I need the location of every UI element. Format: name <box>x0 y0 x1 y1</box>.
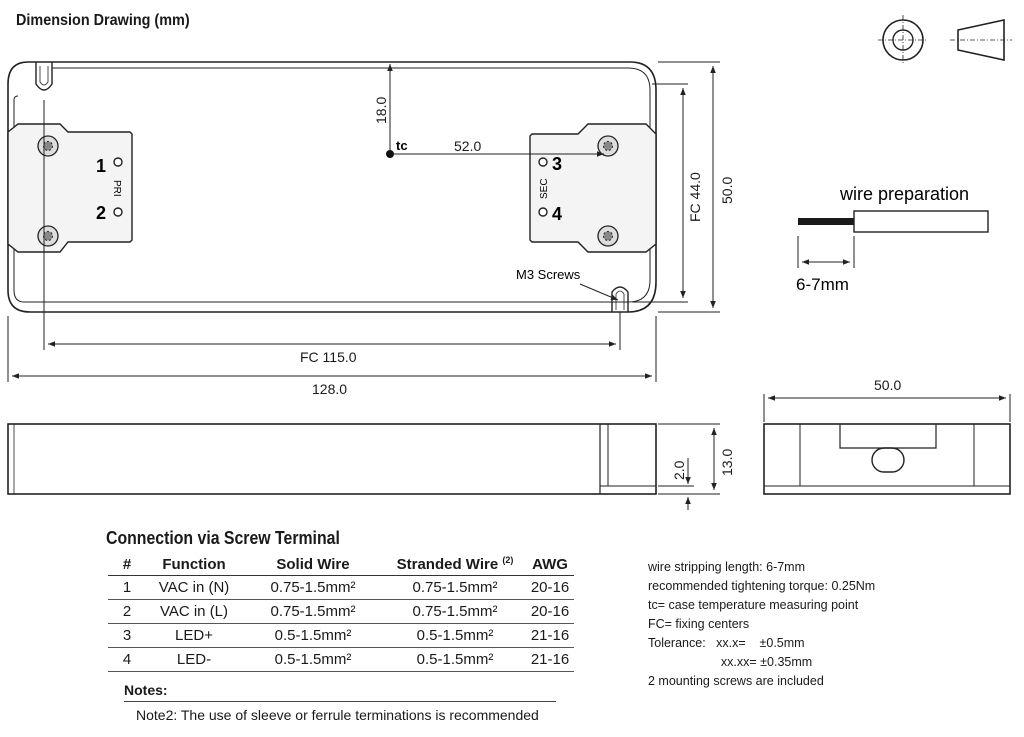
cell-awg: 21-16 <box>526 648 574 672</box>
cell-solid: 0.5-1.5mm² <box>242 624 384 648</box>
side-note-line: Tolerance: xx.x= ±0.5mm <box>648 636 805 650</box>
height-dimension: 50.0 <box>719 176 735 204</box>
cell-solid: 0.75-1.5mm² <box>242 600 384 624</box>
page-title: Dimension Drawing (mm) <box>16 12 190 29</box>
tc-point-icon <box>386 150 394 158</box>
sec-label: SEC <box>539 178 550 199</box>
cell-solid: 0.5-1.5mm² <box>242 648 384 672</box>
cell-num: 4 <box>108 648 146 672</box>
side-note-line: wire stripping length: 6-7mm <box>648 560 806 574</box>
cell-function: VAC in (L) <box>146 600 242 624</box>
terminal-3-label: 3 <box>552 154 563 174</box>
side-notes <box>648 558 875 691</box>
terminal-4-label: 4 <box>552 204 563 224</box>
cell-function: LED- <box>146 648 242 672</box>
col-header-stranded <box>384 553 526 576</box>
col-header-solid: Solid Wire <box>242 553 384 576</box>
terminal-2-label: 2 <box>96 203 107 223</box>
tc-vertical-dimension: 18.0 <box>373 96 389 124</box>
notes-divider <box>124 701 556 702</box>
cell-stranded: 0.5-1.5mm² <box>384 624 526 648</box>
cell-stranded: 0.5-1.5mm² <box>384 648 526 672</box>
base-dimension: 2.0 <box>671 460 687 480</box>
side-view <box>8 424 656 494</box>
side-note-line: xx.xx= ±0.35mm <box>648 655 813 669</box>
wire-icon <box>798 211 988 232</box>
footnote-mark: (2) <box>502 555 514 565</box>
terminal-hole-icon <box>114 158 547 216</box>
m3-screws-label: M3 Screws <box>516 267 581 282</box>
fc-length-dimension: FC 115.0 <box>300 349 357 365</box>
cell-solid: 0.75-1.5mm² <box>242 576 384 600</box>
col-header-stranded-text: Stranded Wire <box>396 556 499 573</box>
cell-awg: 20-16 <box>526 576 574 600</box>
side-note-line: 2 mounting screws are included <box>648 674 824 688</box>
cell-function: LED+ <box>146 624 242 648</box>
cell-awg: 21-16 <box>526 624 574 648</box>
cell-stranded: 0.75-1.5mm² <box>384 576 526 600</box>
fc-height-dimension: FC 44.0 <box>687 172 703 222</box>
strip-length-label: 6-7mm <box>796 275 849 294</box>
col-header-function: Function <box>146 553 242 576</box>
connection-title: Connection via Screw Terminal <box>106 528 340 548</box>
tc-horizontal-dimension: 52.0 <box>454 138 482 154</box>
col-header-num: # <box>108 553 146 576</box>
end-width-dimension: 50.0 <box>874 377 902 393</box>
wire-prep-label: wire preparation <box>840 184 970 204</box>
table-header-row <box>108 553 574 576</box>
notes-label: Notes: <box>124 682 168 698</box>
cell-stranded: 0.75-1.5mm² <box>384 600 526 624</box>
projection-symbol-icon <box>878 15 1012 65</box>
terminal-1-label: 1 <box>96 156 107 176</box>
end-view <box>764 424 1010 494</box>
cell-function: VAC in (N) <box>146 576 242 600</box>
thickness-dimension: 13.0 <box>719 448 735 476</box>
table-row <box>108 624 574 648</box>
cell-num: 2 <box>108 600 146 624</box>
side-note-line: recommended tightening torque: 0.25Nm <box>648 579 876 593</box>
side-note-line: tc= case temperature measuring point <box>648 598 859 612</box>
cell-num: 3 <box>108 624 146 648</box>
tc-label: tc <box>396 138 408 153</box>
connection-table <box>108 553 574 672</box>
cell-num: 1 <box>108 576 146 600</box>
length-dimension: 128.0 <box>312 381 348 397</box>
col-header-awg: AWG <box>526 553 574 576</box>
pri-label: PRI <box>111 180 122 197</box>
side-note-line: FC= fixing centers <box>648 617 750 631</box>
table-row <box>108 576 574 600</box>
table-row <box>108 600 574 624</box>
table-row <box>108 648 574 672</box>
cell-awg: 20-16 <box>526 600 574 624</box>
note2-text: Note2: The use of sleeve or ferrule terminations is recommended <box>136 707 539 723</box>
